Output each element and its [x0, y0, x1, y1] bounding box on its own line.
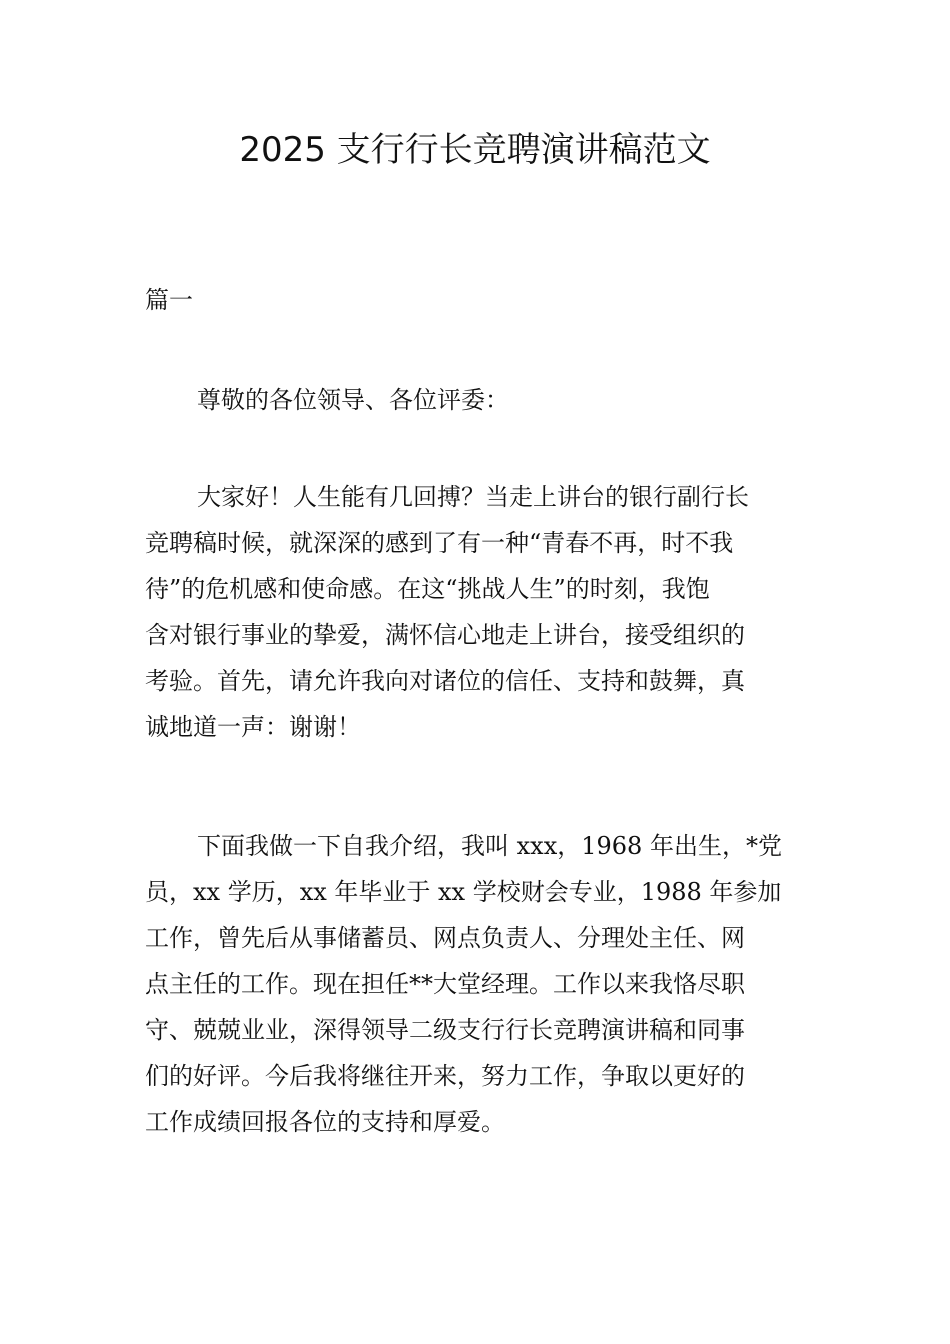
paragraph-line: 工作，曾先后从事储蓄员、网点负责人、分理处主任、网	[145, 924, 745, 952]
paragraph-intro	[145, 474, 810, 750]
paragraph-line: 点主任的工作。现在担任**大堂经理。工作以来我恪尽职	[145, 970, 745, 998]
paragraph-line: 考验。首先，请允许我向对诸位的信任、支持和鼓舞，真	[145, 667, 745, 695]
paragraph-line: 员，xx 学历，xx 年毕业于 xx 学校财会专业，1988 年参加	[145, 878, 782, 906]
paragraph-line: 大家好！人生能有几回搏？当走上讲台的银行副行长	[197, 483, 749, 511]
paragraph-line: 守、兢兢业业，深得领导二级支行行长竞聘演讲稿和同事	[145, 1016, 745, 1044]
paragraph-line: 诚地道一声：谢谢！	[145, 713, 361, 741]
paragraph-line: 竞聘稿时候，就深深的感到了有一种“青春不再，时不我	[145, 529, 734, 557]
paragraph-line: 尊敬的各位领导、各位评委：	[197, 386, 509, 414]
paragraph-line: 工作成绩回报各位的支持和厚爱。	[145, 1108, 505, 1136]
section-label: 篇一	[145, 286, 193, 314]
paragraph-self-introduction	[145, 823, 810, 1145]
paragraph-line: 含对银行事业的挚爱，满怀信心地走上讲台，接受组织的	[145, 621, 745, 649]
paragraph-line: 待”的危机感和使命感。在这“挑战人生”的时刻，我饱	[145, 575, 710, 603]
page-title: 2025 支行行长竞聘演讲稿范文	[239, 130, 711, 170]
greeting-paragraph	[145, 377, 810, 423]
paragraph-line: 下面我做一下自我介绍，我叫 xxx，1968 年出生，*党	[197, 832, 782, 860]
paragraph-line: 们的好评。今后我将继往开来，努力工作，争取以更好的	[145, 1062, 745, 1090]
